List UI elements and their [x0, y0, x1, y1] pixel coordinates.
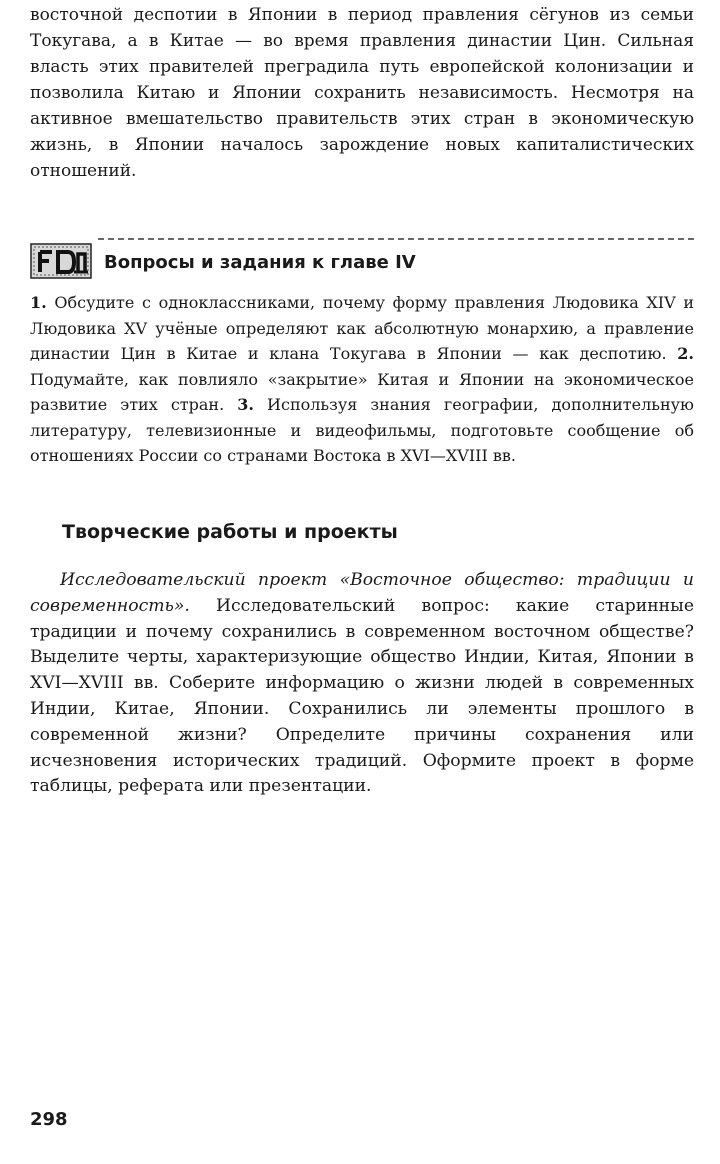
page-content	[30, 2, 694, 210]
project-paragraph	[30, 568, 694, 800]
project-body: Исследовательский вопрос: какие старинные традиции и почему сохранились в современном восточном обществе? Выделите черты, характеризующие общество Индии, Китая, Японии в XVI—XVIII вв. Соберите информацию о жизни людей в современных Индии, Китае, Японии. Сохранились ли элементы прошлого в современной жизни? Определите причины сохранения или исчезновения исторических традиций. Оформите проект в форме таблицы, реферата или презентации.	[30, 595, 694, 797]
intro-paragraph: восточной деспотии в Японии в период правления сёгунов из семьи Токугава, а в Китае — во время правления династии Цин. Сильная власть этих правителей преградила путь европейской колонизации и позволила Китаю и Японии сохранить независимость. Несмотря на активное вмешательство правительств этих стран в экономическую жизнь, в Японии началось зарождение новых капиталистических отношений.	[30, 5, 694, 181]
questions-section-title: Вопросы и задания к главе IV	[104, 252, 416, 273]
questions-section-header	[30, 238, 694, 284]
questions-tasks	[30, 290, 694, 469]
page-number: 298	[30, 1109, 68, 1130]
task-text: Используя знания географии, дополнительную литературу, телевизионные и видеофильмы, подготовьте сообщение об отношениях России со странами Востока в XVI—XVIII вв.	[30, 395, 694, 465]
questions-icon	[30, 242, 92, 280]
section-divider	[98, 238, 694, 240]
task-number: 3.	[237, 395, 254, 414]
task-text: Обсудите с одноклассниками, почему форму правления Людовика XIV и Людовика XV учёные определяют как абсолютную монархию, а правление династии Цин в Китае и клана Токугава в Японии — как деспотию.	[30, 293, 694, 363]
projects-section-title: Творческие работы и проекты	[62, 521, 398, 543]
project-italic-lead: Исследовательский проект «Восточное общество: традиции и современность».	[30, 570, 694, 616]
task-text: Подумайте, как повлияло «закрытие» Китая и Японии на экономическое развитие этих стран.	[30, 369, 694, 414]
task-number: 2.	[677, 344, 694, 363]
task-number: 1.	[30, 293, 47, 312]
